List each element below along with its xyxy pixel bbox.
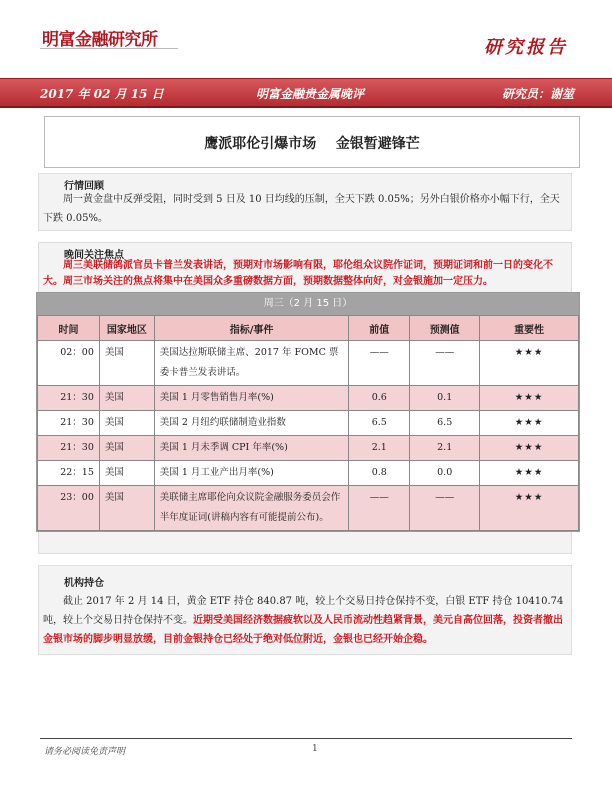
event-importance: ★★★ xyxy=(480,461,579,486)
report-series-title: 明富金融贵金属晚评 xyxy=(256,87,365,101)
logo-text: 明富金融研究所 xyxy=(42,30,158,50)
event-name: 美联储主席耶伦向众议院金融服务委员会作半年度证词(讲稿内容有可能提前公布)。 xyxy=(154,486,349,531)
event-name: 美国 2 月纽约联储制造业指数 xyxy=(154,411,349,436)
event-region: 美国 xyxy=(99,341,154,386)
event-time: 22：15 xyxy=(38,461,100,486)
event-region: 美国 xyxy=(99,461,154,486)
table-row xyxy=(38,436,579,461)
col-header-prev: 前值 xyxy=(349,316,410,341)
event-name: 美国 1 月未季调 CPI 年率(%) xyxy=(154,436,349,461)
holdings-heading: 机构持仓 xyxy=(64,578,104,589)
col-header-time: 时间 xyxy=(38,316,100,341)
holdings-text-normal: 截止 2017 年 2 月 14 日，黄金 ETF 持仓 840.87 吨，较上个交易日持仓保持不变，白银 ETF 持仓 10410.74 吨，较上个交易日持仓保持不变。 xyxy=(43,596,564,626)
report-date: 2017 年 02 月 15 日 xyxy=(40,87,164,101)
event-region: 美国 xyxy=(99,386,154,411)
table-row xyxy=(38,486,579,531)
table-row xyxy=(38,386,579,411)
footer-divider xyxy=(40,738,572,739)
focus-text: 周三美联储鸽派官员卡普兰发表讲话，预期对市场影响有限，耶伦组众议院作证词，预期证词和前一日的变化不大。周三市场关注的焦点将集中在美国众多重磅数据方面，预期数据整体向好，对金银施加一定压力。 xyxy=(43,260,553,287)
event-table-header xyxy=(38,316,579,341)
event-forecast: —— xyxy=(410,341,480,386)
holdings-text-highlight: 近期受美国经济数据疲软以及人民币流动性趋紧背景，美元自高位回落，投资者撤出金银市场的脚步明显放缓，目前金银持仓已经处于绝对低位附近，金银也已经开始企稳。 xyxy=(43,615,563,645)
event-time: 21：30 xyxy=(38,386,100,411)
event-importance: ★★★ xyxy=(480,411,579,436)
event-name: 美国达拉斯联储主席、2017 年 FOMC 票委卡普兰发表讲话。 xyxy=(154,341,349,386)
header-banner xyxy=(0,78,612,108)
event-forecast: 0.1 xyxy=(410,386,480,411)
event-prev: —— xyxy=(349,341,410,386)
table-row xyxy=(38,341,579,386)
title-box xyxy=(44,116,580,168)
table-row xyxy=(38,411,579,436)
focus-heading: 晚间关注焦点 xyxy=(64,250,124,261)
event-forecast: 2.1 xyxy=(410,436,480,461)
event-time: 02：00 xyxy=(38,341,100,386)
event-calendar xyxy=(36,292,580,532)
event-table xyxy=(37,315,579,531)
table-row xyxy=(38,461,579,486)
col-header-forecast: 预测值 xyxy=(410,316,480,341)
page-number: 1 xyxy=(312,744,318,754)
event-day-label: 周三（2 月 15 日） xyxy=(37,293,579,315)
event-prev: 2.1 xyxy=(349,436,410,461)
event-prev: 6.5 xyxy=(349,411,410,436)
event-name: 美国 1 月工业产出月率(%) xyxy=(154,461,349,486)
event-name: 美国 1 月零售销售月率(%) xyxy=(154,386,349,411)
col-header-event: 指标/事件 xyxy=(154,316,349,341)
report-type-label: 研究报告 xyxy=(484,37,568,58)
market-review-heading: 行情回顾 xyxy=(64,181,104,192)
event-importance: ★★★ xyxy=(480,341,579,386)
event-forecast: 0.0 xyxy=(410,461,480,486)
event-time: 21：30 xyxy=(38,436,100,461)
event-time: 23：00 xyxy=(38,486,100,531)
document-title: 鹰派耶伦引爆市场 金银暂避锋芒 xyxy=(204,136,420,152)
event-prev: —— xyxy=(349,486,410,531)
footer-disclaimer-link[interactable]: 请务必阅读免责声明 xyxy=(44,747,126,757)
event-importance: ★★★ xyxy=(480,486,579,531)
event-prev: 0.8 xyxy=(349,461,410,486)
event-forecast: —— xyxy=(410,486,480,531)
company-logo xyxy=(40,18,178,49)
event-region: 美国 xyxy=(99,486,154,531)
event-forecast: 6.5 xyxy=(410,411,480,436)
col-header-region: 国家地区 xyxy=(99,316,154,341)
event-region: 美国 xyxy=(99,411,154,436)
analyst-name: 研究员：谢堃 xyxy=(501,87,574,101)
market-review-text: 周一黄金盘中反弹受阻，同时受到 5 日及 10 日均线的压制，全天下跌 0.05%；另外白银价格亦小幅下行，全天下跌 0.05%。 xyxy=(43,194,560,224)
event-importance: ★★★ xyxy=(480,386,579,411)
event-importance: ★★★ xyxy=(480,436,579,461)
event-time: 21：30 xyxy=(38,411,100,436)
event-region: 美国 xyxy=(99,436,154,461)
col-header-importance: 重要性 xyxy=(480,316,579,341)
event-prev: 0.6 xyxy=(349,386,410,411)
holdings-text xyxy=(43,592,565,649)
